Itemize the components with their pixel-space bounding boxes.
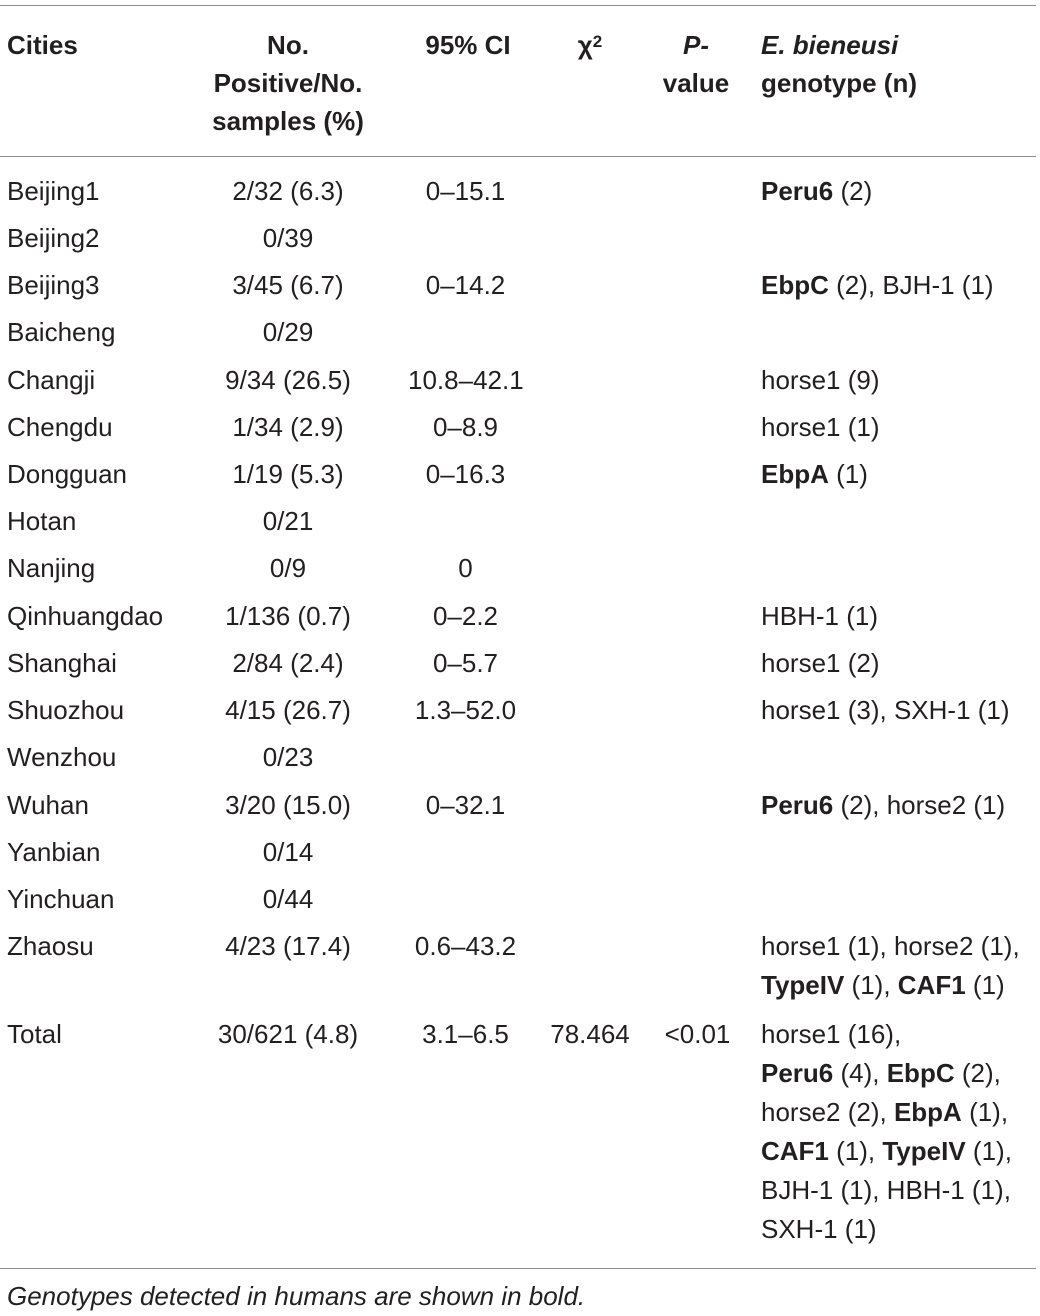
header-p-line2: value	[662, 68, 730, 98]
genotype-human-bold: EbpC	[761, 270, 829, 300]
cell-ci: 0–8.9	[432, 412, 499, 442]
genotype-text: SXH-1 (1)	[761, 1214, 877, 1244]
genotype-line	[761, 597, 1037, 636]
cell-genotype	[761, 408, 1037, 447]
genotype-line	[761, 691, 1037, 730]
cell-positive: 0/9	[269, 553, 307, 583]
genotype-text: (2), horse2 (1)	[833, 790, 1006, 820]
header-positive	[188, 26, 388, 140]
cell-city: Changji	[7, 365, 96, 395]
genotype-line	[761, 266, 1037, 305]
cell-positive: 4/23 (17.4)	[225, 931, 351, 961]
cell-genotype	[761, 927, 1037, 1005]
cell-ci: 0–32.1	[425, 790, 506, 820]
cell-genotype	[761, 1015, 1037, 1249]
header-chi-square	[540, 26, 640, 64]
header-genotype	[761, 26, 917, 102]
genotype-human-bold: EbpC	[886, 1058, 955, 1088]
cell-positive: 3/20 (15.0)	[225, 790, 351, 820]
genotype-text: (1),	[844, 970, 898, 1000]
genotype-text: (2), BJH-1 (1)	[828, 270, 994, 300]
cell-genotype	[761, 361, 1037, 400]
cell-ci: 0–16.3	[425, 459, 506, 489]
header-cities: Cities	[7, 30, 78, 60]
cell-city: Shanghai	[7, 648, 117, 678]
cell-ci: 0–14.2	[425, 270, 506, 300]
cell-city: Wenzhou	[7, 742, 117, 772]
genotype-line	[761, 644, 1037, 683]
cell-positive: 1/19 (5.3)	[232, 459, 344, 489]
cell-city: Nanjing	[7, 553, 96, 583]
genotype-text: (1),	[965, 1136, 1012, 1166]
header-chi-symbol: χ	[577, 30, 593, 60]
cell-positive: 1/34 (2.9)	[232, 412, 344, 442]
header-positive-line3: samples (%)	[212, 106, 364, 136]
genotype-text: (2)	[833, 176, 873, 206]
genotype-line	[761, 786, 1037, 825]
cell-positive: 9/34 (26.5)	[225, 365, 351, 395]
genotype-human-bold: Peru6	[761, 176, 834, 206]
genotype-text: horse1 (3), SXH-1 (1)	[761, 695, 1010, 725]
genotype-human-bold: TypeIV	[882, 1136, 966, 1166]
genotype-text: horse1 (16),	[761, 1019, 902, 1049]
genotype-text: horse1 (9)	[761, 365, 880, 395]
cell-ci: 0–5.7	[432, 648, 499, 678]
genotype-text: horse1 (2)	[761, 648, 880, 678]
cell-city: Baicheng	[7, 317, 116, 347]
cell-positive: 2/32 (6.3)	[232, 176, 344, 206]
genotype-text: (1),	[961, 1097, 1009, 1127]
genotype-human-bold: Peru6	[761, 1058, 834, 1088]
genotype-text: (1)	[828, 459, 868, 489]
cell-genotype	[761, 691, 1037, 730]
cell-genotype	[761, 455, 1037, 494]
cell-city: Total	[7, 1019, 62, 1049]
genotype-line	[761, 1210, 1037, 1249]
cell-positive: 30/621 (4.8)	[217, 1019, 359, 1049]
genotype-line	[761, 1093, 1037, 1132]
cell-city: Yinchuan	[7, 884, 115, 914]
genotype-line	[761, 172, 1037, 211]
header-p-line1: P-	[683, 30, 709, 60]
header-bottom-rule	[0, 156, 1036, 157]
cell-positive: 0/23	[262, 742, 314, 772]
header-ci: 95% CI	[425, 30, 511, 60]
cell-city: Yanbian	[7, 837, 101, 867]
cell-positive: 2/84 (2.4)	[232, 648, 344, 678]
cell-ci: 0.6–43.2	[414, 931, 517, 961]
genotype-human-bold: EbpA	[761, 459, 829, 489]
header-genotype-species: E. bieneusi	[761, 30, 899, 60]
table-top-rule	[0, 5, 1036, 6]
genotype-human-bold: TypeIV	[761, 970, 845, 1000]
genotype-text: horse1 (1), horse2 (1),	[761, 931, 1020, 961]
genotype-text: (4),	[833, 1058, 887, 1088]
cell-positive: 0/44	[262, 884, 314, 914]
cell-city: Shuozhou	[7, 695, 125, 725]
cell-genotype	[761, 597, 1037, 636]
genotype-text: (1)	[965, 970, 1005, 1000]
cell-ci: 1.3–52.0	[414, 695, 517, 725]
genotype-text: HBH-1 (1)	[761, 601, 879, 631]
cell-genotype	[761, 786, 1037, 825]
cell-p-value: <0.01	[664, 1019, 731, 1049]
cell-positive: 0/14	[262, 837, 314, 867]
genotype-text: (2),	[954, 1058, 1001, 1088]
genotype-line	[761, 966, 1037, 1005]
cell-genotype	[761, 172, 1037, 211]
header-positive-line2: Positive/No.	[213, 68, 363, 98]
cell-ci: 0–2.2	[432, 601, 499, 631]
cell-positive: 3/45 (6.7)	[232, 270, 344, 300]
table-bottom-rule	[0, 1268, 1036, 1269]
header-positive-line1: No.	[267, 30, 309, 60]
genotype-line	[761, 1132, 1037, 1171]
cell-positive: 0/21	[262, 506, 314, 536]
cell-genotype	[761, 644, 1037, 683]
cell-chi-square: 78.464	[550, 1019, 630, 1049]
cell-city: Hotan	[7, 506, 77, 536]
genotype-human-bold: EbpA	[893, 1097, 962, 1127]
cell-positive: 0/39	[262, 223, 314, 253]
cell-city: Zhaosu	[7, 931, 94, 961]
genotype-line	[761, 1054, 1037, 1093]
cell-ci: 3.1–6.5	[422, 1019, 509, 1049]
genotype-text: (1),	[828, 1136, 883, 1166]
cell-ci: 10.8–42.1	[408, 365, 524, 395]
genotype-line	[761, 408, 1037, 447]
genotype-text: BJH-1 (1), HBH-1 (1),	[761, 1175, 1011, 1205]
cell-positive: 1/136 (0.7)	[225, 601, 351, 631]
cell-city: Qinhuangdao	[7, 601, 164, 631]
genotype-line	[761, 1015, 1037, 1054]
cell-city: Chengdu	[7, 412, 113, 442]
cell-positive: 0/29	[262, 317, 314, 347]
cell-city: Dongguan	[7, 459, 127, 489]
cell-positive: 4/15 (26.7)	[225, 695, 351, 725]
cell-genotype	[761, 266, 1037, 305]
cell-city: Beijing1	[7, 176, 100, 206]
header-p-value	[650, 26, 742, 102]
cell-city: Beijing2	[7, 223, 100, 253]
genotype-line	[761, 455, 1037, 494]
genotype-line	[761, 927, 1037, 966]
genotype-human-bold: CAF1	[761, 1136, 829, 1166]
cell-ci: 0–15.1	[425, 176, 506, 206]
cell-ci: 0	[458, 553, 473, 583]
cell-city: Wuhan	[7, 790, 89, 820]
genotype-text: horse1 (1)	[761, 412, 880, 442]
table-footnote: Genotypes detected in humans are shown in bold.	[7, 1281, 586, 1311]
genotype-line	[761, 361, 1037, 400]
cell-city: Beijing3	[7, 270, 100, 300]
genotype-line	[761, 1171, 1037, 1210]
header-genotype-line2: genotype (n)	[761, 68, 917, 98]
genotype-human-bold: Peru6	[761, 790, 834, 820]
genotype-text: horse2 (2),	[761, 1097, 894, 1127]
genotype-human-bold: CAF1	[897, 970, 966, 1000]
header-chi-superscript: 2	[592, 32, 603, 51]
